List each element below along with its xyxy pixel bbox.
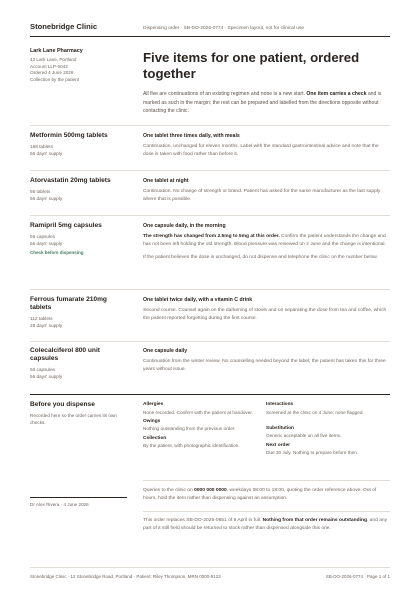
pharmacy-collection: Collection by the patient [30,76,80,82]
divider [30,125,390,126]
check-substitution [266,426,390,440]
drug-supply: 56 days' supply [30,196,63,202]
drug-quantity: 168 tablets [30,144,53,149]
item-atorvastatin-directions [143,178,390,205]
lead-text: All five are continuations of an existing regimen and none is a new start. [143,91,307,97]
drug-supply: 56 days' supply [30,374,63,380]
footer-address: Stonebridge Clinic · 12 Stonebridge Road, Portland · Patient: Riley Thompson, MRN 0000-9123 [30,574,221,579]
page-footer [30,574,390,579]
drug-quantity: 112 tablets [30,316,53,321]
check-owings [143,419,255,433]
checks-column-left [143,402,255,450]
strength-change-warning: The strength has changed from 2.5mg to 5mg at this order. [143,234,280,239]
drug-name: Ferrous fumarate 210mg tablets [30,296,107,311]
check-label: Allergies [143,402,164,407]
drug-quantity: 56 capsules [30,234,56,239]
drug-supply: 56 days' supply [30,241,63,247]
pharmacy-name: Lark Lane Pharmacy [30,48,83,54]
dispensing-note: Continuation from the winter review. No counselling needed beyond the label; the patient has taken this for three years without issue. [143,359,386,373]
prescriber-signature: Dr Alex Rivera · 4 June 2026 [30,502,89,507]
queries-text: Queries to the clinic on [143,488,195,493]
check-label: Owings [143,418,161,424]
item-ramipril [30,222,130,257]
dispensing-note: Continuation, unchanged for eleven months. Label with the standard gastrointestinal advice and note that the dose is taken with food rather than before it. [143,144,379,158]
item-ferrous-fumarate [30,296,130,330]
replacement-paragraph [143,517,390,534]
item-colecalciferol-directions [143,348,390,375]
drug-supply: 56 days' supply [30,151,63,157]
pharmacy-order-date: Ordered 4 June 2026 [30,70,74,75]
check-value: Nothing outstanding from the previous order. [143,426,236,432]
divider [30,215,390,216]
check-label: Collection [143,435,167,441]
lead-paragraph [143,90,390,116]
checks-column-right [266,402,390,457]
clinic-name: Stonebridge Clinic [30,22,98,31]
check-flag: Check before dispensing [30,249,84,255]
item-atorvastatin [30,177,130,203]
replacement-text: , and any part of it still held should be returned to stock rather than dispensed alongside this one. [143,517,388,532]
item-ferrous-fumarate-directions [143,297,390,324]
check-label: Interactions [266,402,294,407]
drug-name: Ramipril 5mg capsules [30,222,102,229]
item-metformin-directions [143,133,390,160]
drug-quantity: 56 tablets [30,189,51,194]
dose-instruction: One tablet three times daily, with meals [143,133,240,139]
queries-paragraph [143,487,390,504]
check-value: Screened at the clinic on 4 June; none flagged. [266,409,364,415]
drug-quantity: 56 capsules [30,367,56,372]
dispensing-note: Continuation. No change of strength or brand. Patient has asked for the same manufacturer as the last supply where that is possible. [143,189,381,203]
drug-name: Metformin 500mg tablets [30,132,108,139]
check-allergies [143,402,255,416]
dose-instruction: One capsule daily [143,348,188,354]
pharmacy-block [30,48,130,83]
replacement-text: This order replaces SB-DO-2026-0651 of 9 April in full. [143,517,263,523]
intro-block [143,50,390,116]
item-metformin [30,132,130,158]
footer-page-ref: SB-DO-2026-0774 · Page 1 of 1 [325,574,390,579]
check-interactions [266,402,390,416]
dispensing-note: Second course. Counsel again on the darkening of stools and on separating the dose from tea and coffee, which the patient reported forgetting during the first course. [143,308,387,322]
section-note: Recorded here so the order carries its own checks. [30,413,117,425]
clinic-phone: 0000 000 0000 [194,488,227,493]
dispensing-caution: If the patient believes the dose is unchanged, do not dispense and telephone the clinic on the number below. [143,254,378,260]
check-value: Due 30 July. Nothing to prepare before then. [266,450,359,456]
pharmacy-account: Account LLP-0042 [30,63,68,69]
drug-name: Atorvastatin 20mg tablets [30,177,111,184]
before-dispense-heading [30,401,130,426]
dispensing-note [143,233,390,250]
page-header [30,22,390,31]
check-next-order [266,443,390,457]
pharmacy-address: 43 Lark Lane, Portland [30,57,77,62]
item-colecalciferol [30,347,130,381]
check-label: Substitution [266,425,294,431]
queries-text: , weekdays 08:00 to 18:00, quoting the order reference above. Out of hours, hold the item rather than dispensing against an assumption. [143,488,377,502]
check-label: Next order [266,442,290,448]
check-value: By the patient, with photographic identification. [143,443,240,449]
lead-emphasis: One item carries a check [306,91,367,97]
divider [30,170,390,171]
item-ramipril-directions [143,223,390,262]
replacement-note [143,511,390,534]
signature-line [30,497,127,498]
header-rule [30,36,390,37]
order-meta: Dispensing order · SB-DO-2026-0774 · Specimen layout, not for clinical use [143,26,305,31]
dose-instruction: One tablet twice daily, with a vitamin C drink [143,297,253,303]
drug-name: Colecalciferol 800 unit capsules [30,347,100,362]
divider [143,480,390,481]
divider [30,341,390,342]
section-title: Before you dispense [30,401,95,408]
dispensing-note-text: Confirm the patient understands the change and has not been left holding the old strength. Blood pressure was reviewed on 2 June and the change is intentional. [143,234,386,248]
page-title: Five items for one patient, ordered together [143,50,360,81]
replacement-emphasis: Nothing from that order remains outstanding [262,517,367,523]
drug-supply: 28 days' supply [30,323,63,329]
check-value: Generic acceptable on all five items. [266,433,342,439]
section-rule [30,394,390,395]
footer-rule [30,567,390,568]
contact-block [143,487,390,534]
check-value: None recorded. Confirm with the patient at handover. [143,409,253,415]
divider [30,289,390,290]
dose-instruction: One capsule daily, in the morning [143,223,226,229]
dose-instruction: One tablet at night [143,178,189,184]
lead-text: and is marked as such in the margin; the rest can be prepared and labelled from the directions opposite without contacting the clinic. [143,91,382,115]
check-collection [143,436,255,450]
